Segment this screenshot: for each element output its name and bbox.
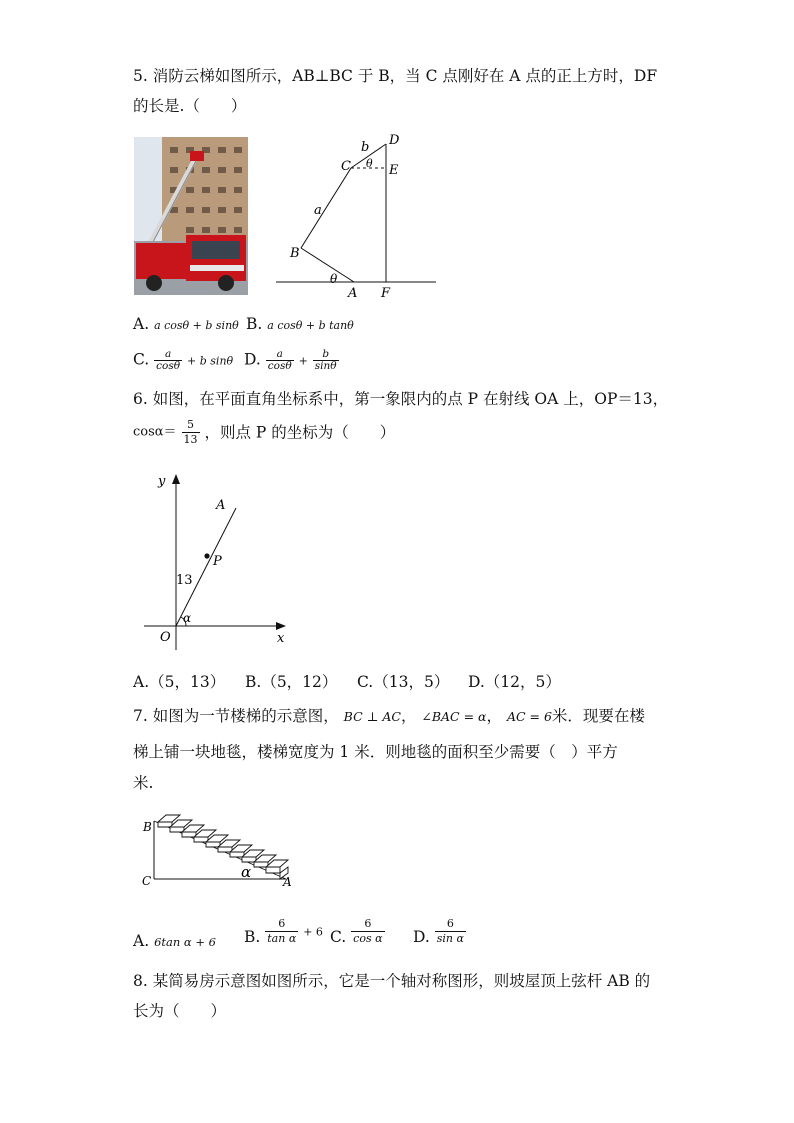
label-B: B [143,820,152,834]
q7-option-d [413,917,466,951]
fire-ladder-photo-drawing [134,137,248,295]
q7-option-a [133,932,216,950]
label-a: a [314,203,322,218]
option-letter: C. [330,928,347,946]
option-tail: + 6 [303,925,323,939]
q8-stem-line1: 8. 某简易房示意图如图所示，它是一个轴对称图形，则坡屋顶上弦杆 AB 的 [133,972,651,990]
label-C: C [142,874,152,888]
q5-stem-line2: 的长是.（ ） [133,97,247,115]
q6-option-b: B.（5，12） [245,673,338,691]
q7-stem-part1: 7. 如图为一节楼梯的示意图， [133,707,339,725]
label-P: P [213,554,222,569]
label-E: E [389,163,399,178]
label-A: A [283,875,292,889]
q7-condition-3: AC = 6 [506,709,552,724]
cos-prefix: cosα＝ [133,424,177,440]
option-fraction [435,917,466,946]
cos-fraction [182,418,200,447]
label-theta-top: θ [366,157,373,170]
option-letter: B. [244,928,261,946]
option-expr: a cosθ + b tanθ [267,319,354,332]
fraction-numerator: a [165,348,172,360]
label-A: A [216,498,226,513]
q5-option-c [133,349,233,372]
q7-stem-part2: 米．现要在楼 [551,707,645,725]
fraction-numerator: 6 [278,917,286,930]
option-fraction [351,917,384,946]
q7-condition-2: ∠BAC = α [421,709,487,724]
label-F: F [381,286,391,301]
fire-ladder-photo [134,137,248,295]
label-y: y [158,474,166,489]
q7-stem-line2: 梯上铺一块地毯，楼梯宽度为 1 米．则地毯的面积至少需要（ ）平方 [133,743,618,761]
label-theta-bottom: θ [330,272,338,286]
label-B: B [290,246,300,261]
fraction-denominator: tan α [267,932,297,945]
fraction-denominator: sin α [436,932,464,945]
fraction-numerator: 6 [364,917,372,930]
fraction-numerator: 5 [187,418,194,431]
q6-option-d: D.（12，5） [468,673,561,691]
segment-ab [301,248,354,282]
fraction-numerator: a [276,348,283,360]
q6-option-c: C.（13，5） [357,673,450,691]
staircase-steps [158,815,288,879]
fraction-numerator: b [322,348,330,360]
q5-stem-line1: 5. 消防云梯如图所示，AB⊥BC 于 B，当 C 点刚好在 A 点的正上方时，DF [133,67,658,85]
q7-condition-1: BC ⊥ AC [343,709,401,724]
q6-stem-line2 [133,418,395,458]
q5-option-b [246,315,354,333]
fraction-denominator: cos α [353,932,383,945]
q5-option-a [133,315,239,333]
option-expr: a cosθ + b sinθ [154,319,239,332]
q5-option-d [244,349,339,372]
label-alpha: α [183,611,192,625]
q6-stem-tail: ，则点 P 的坐标为（ ） [204,423,396,442]
q6-option-a: A.（5，13） [133,673,226,691]
option-letter: A. [133,932,150,950]
option-fraction [265,917,298,946]
fraction-denominator: cosθ [156,360,181,372]
q6-coordinate-diagram [140,468,300,653]
fraction-denominator: sinθ [314,360,337,372]
q7-stem-line3: 米. [133,774,154,792]
plus-sign: + [298,354,308,368]
label-b: b [361,140,370,155]
q7-option-c [330,917,385,951]
option-expr: 6tan α + 6 [154,935,216,949]
option-fraction-1 [266,349,294,372]
y-axis-arrow [172,474,180,484]
q5-ladder-diagram [270,128,450,303]
q7-staircase-diagram [138,805,298,895]
option-letter: D. [244,350,261,369]
option-letter: C. [133,350,150,369]
point-p [204,553,209,558]
label-O: O [160,630,171,645]
x-axis-arrow [276,622,286,630]
q7-stem-line1: 7. 如图为一节楼梯的示意图， BC ⊥ AC， ∠BAC = α， AC = 6米．现要在楼 [133,707,645,725]
q7-option-b [244,917,323,951]
fraction-denominator: 13 [183,433,198,446]
option-tail: + b sinθ [187,354,234,368]
fraction-numerator: 6 [446,917,454,930]
option-fraction [154,349,182,372]
label-C: C [341,159,351,174]
option-letter: B. [246,315,263,333]
ray-oa [176,508,236,626]
label-A: A [348,286,358,301]
q8-stem-line2: 长为（ ） [133,1002,227,1020]
q6-stem-line1: 6. 如图，在平面直角坐标系中，第一象限内的点 P 在射线 OA 上，OP＝13， [133,390,669,408]
option-fraction-2 [313,349,339,372]
segment-bc [301,168,351,248]
fraction-denominator: cosθ [267,360,292,372]
option-letter: A. [133,315,150,333]
label-D: D [389,133,400,148]
option-letter: D. [413,928,430,946]
label-x: x [277,631,285,646]
label-length: 13 [176,573,193,588]
label-alpha: α [241,863,252,881]
